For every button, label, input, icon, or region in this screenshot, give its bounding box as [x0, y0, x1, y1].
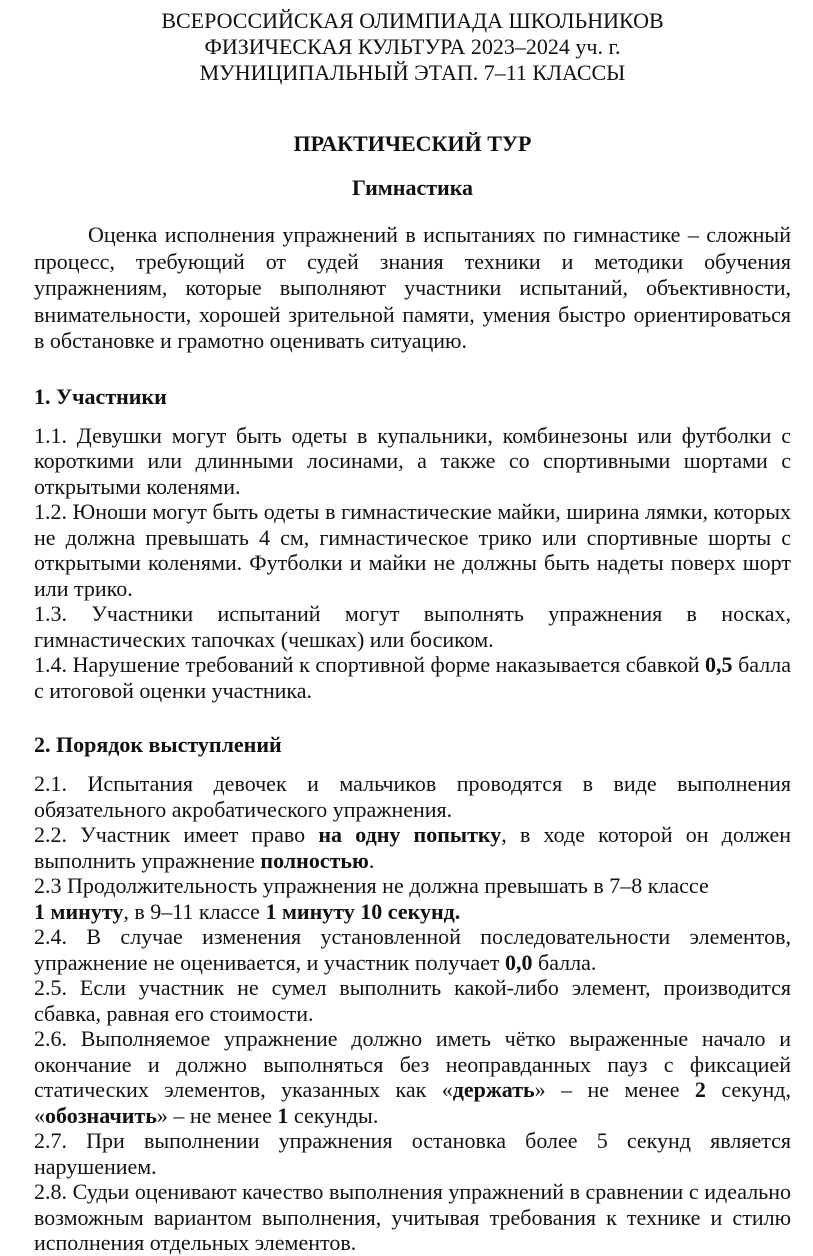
rule-text: . — [368, 847, 375, 873]
rule-2-8: 2.8. Судьи оценивают качество выполнения упражнений в сравнении с идеально возможным вариантом выполнения, учитывая требования к технике и стилю исполнения отдельных элементов. — [34, 1179, 791, 1255]
rule-bold-text: держать — [452, 1077, 535, 1102]
rule-text: 2.6. Выполняемое упражнение должно иметь чётко выраженные начало и окончание и должно выполняться без неоправданных пауз с фиксацией статических элементов, указанных как « — [34, 1026, 791, 1102]
rule-text: 2.3 Продолжительность упражнения не должна превышать в 7–8 классе — [34, 873, 709, 898]
rule-2-1: 2.1. Испытания девочек и мальчиков проводятся в виде выполнения обязательного акробатического упражнения. — [34, 771, 791, 822]
rule-text: секунд, « — [34, 1077, 791, 1128]
section-heading-participants: 1. Участники — [34, 383, 167, 409]
rule-2-5: 2.5. Если участник не сумел выполнить какой-либо элемент, производится сбавка, равная его стоимости. — [34, 975, 791, 1026]
rule-text: балла. — [532, 949, 597, 975]
rule-bold-value: 2 — [694, 1077, 706, 1102]
rule-text: , в ходе которой он должен выполнить упражнение — [34, 822, 792, 873]
rule-text: , в 9–11 классе — [123, 898, 266, 924]
rule-bold-value: 1 — [277, 1102, 289, 1128]
rule-2-7: 2.7. При выполнении упражнения остановка более 5 секунд является нарушением. — [34, 1128, 791, 1179]
rule-text: секунды. — [288, 1102, 379, 1128]
rule-text: 2.2. Участник имеет право — [34, 822, 319, 847]
rule-bold-text: на одну попытку — [318, 822, 502, 847]
rule-text: балла с итоговой оценки участника. — [34, 652, 791, 703]
rule-2-6 — [34, 1026, 791, 1128]
rule-bold-text: 1 минуту 10 секунд. — [265, 898, 461, 924]
rule-bold-text: полностью — [260, 847, 369, 873]
page-title: ПРАКТИЧЕСКИЙ ТУР — [293, 131, 532, 156]
header-line-subject: ФИЗИЧЕСКАЯ КУЛЬТУРА 2023–2024 уч. г. — [204, 34, 621, 59]
section-participants — [34, 423, 791, 704]
rule-text: 2.4. В случае изменения установленной последовательности элементов, упражнение не оценивается, и участник получает — [34, 924, 791, 975]
rule-bold-value: 0,0 — [505, 949, 533, 975]
rule-text: » – не менее — [534, 1077, 695, 1102]
rule-1-2: 1.2. Юноши могут быть одеты в гимнастические майки, ширина лямки, которых не должна превышать 4 см, гимнастическое трико или спортивные шорты с открытыми коленями. Футболки и майки не должны быть надеты поверх шорт или трико. — [34, 499, 791, 601]
rule-1-1: 1.1. Девушки могут быть одеты в купальники, комбинезоны или футболки с короткими или длинными лосинами, а также со спортивными шортами с открытыми коленями. — [34, 422, 791, 499]
rule-1-3: 1.3. Участники испытаний могут выполнять упражнения в носках, гимнастических тапочках (чешках) или босиком. — [34, 601, 791, 652]
section-heading-order: 2. Порядок выступлений — [34, 732, 282, 757]
rule-bold-text: обозначить — [45, 1102, 157, 1128]
rule-bold-value: 0,5 — [705, 652, 733, 677]
section-order — [34, 771, 791, 1256]
rule-2-3 — [34, 873, 791, 924]
rule-2-4 — [34, 924, 791, 975]
document-header — [34, 8, 791, 86]
rule-text: 1.4. Нарушение требований к спортивной форме наказывается сбавкой — [34, 652, 706, 677]
rule-1-4 — [34, 652, 791, 703]
intro-paragraph: Оценка исполнения упражнений в испытаниях по гимнастике – сложный процесс, требующий от судей знания техники и методики обучения упражнениям, которые выполняют участники испытаний, объективности, внимательности, хорошей зрительной памяти, умения быстро ориентироваться в обстановке и грамотно оценивать ситуацию. — [34, 222, 791, 353]
header-line-olympiad: ВСЕРОССИЙСКАЯ ОЛИМПИАДА ШКОЛЬНИКОВ — [161, 8, 664, 33]
rule-text: » – не менее — [156, 1102, 278, 1128]
header-line-stage: МУНИЦИПАЛЬНЫЙ ЭТАП. 7–11 КЛАССЫ — [199, 60, 626, 85]
rule-bold-text: 1 минуту — [34, 898, 124, 924]
rule-2-2 — [34, 822, 791, 873]
page-subtitle: Гимнастика — [351, 175, 474, 200]
